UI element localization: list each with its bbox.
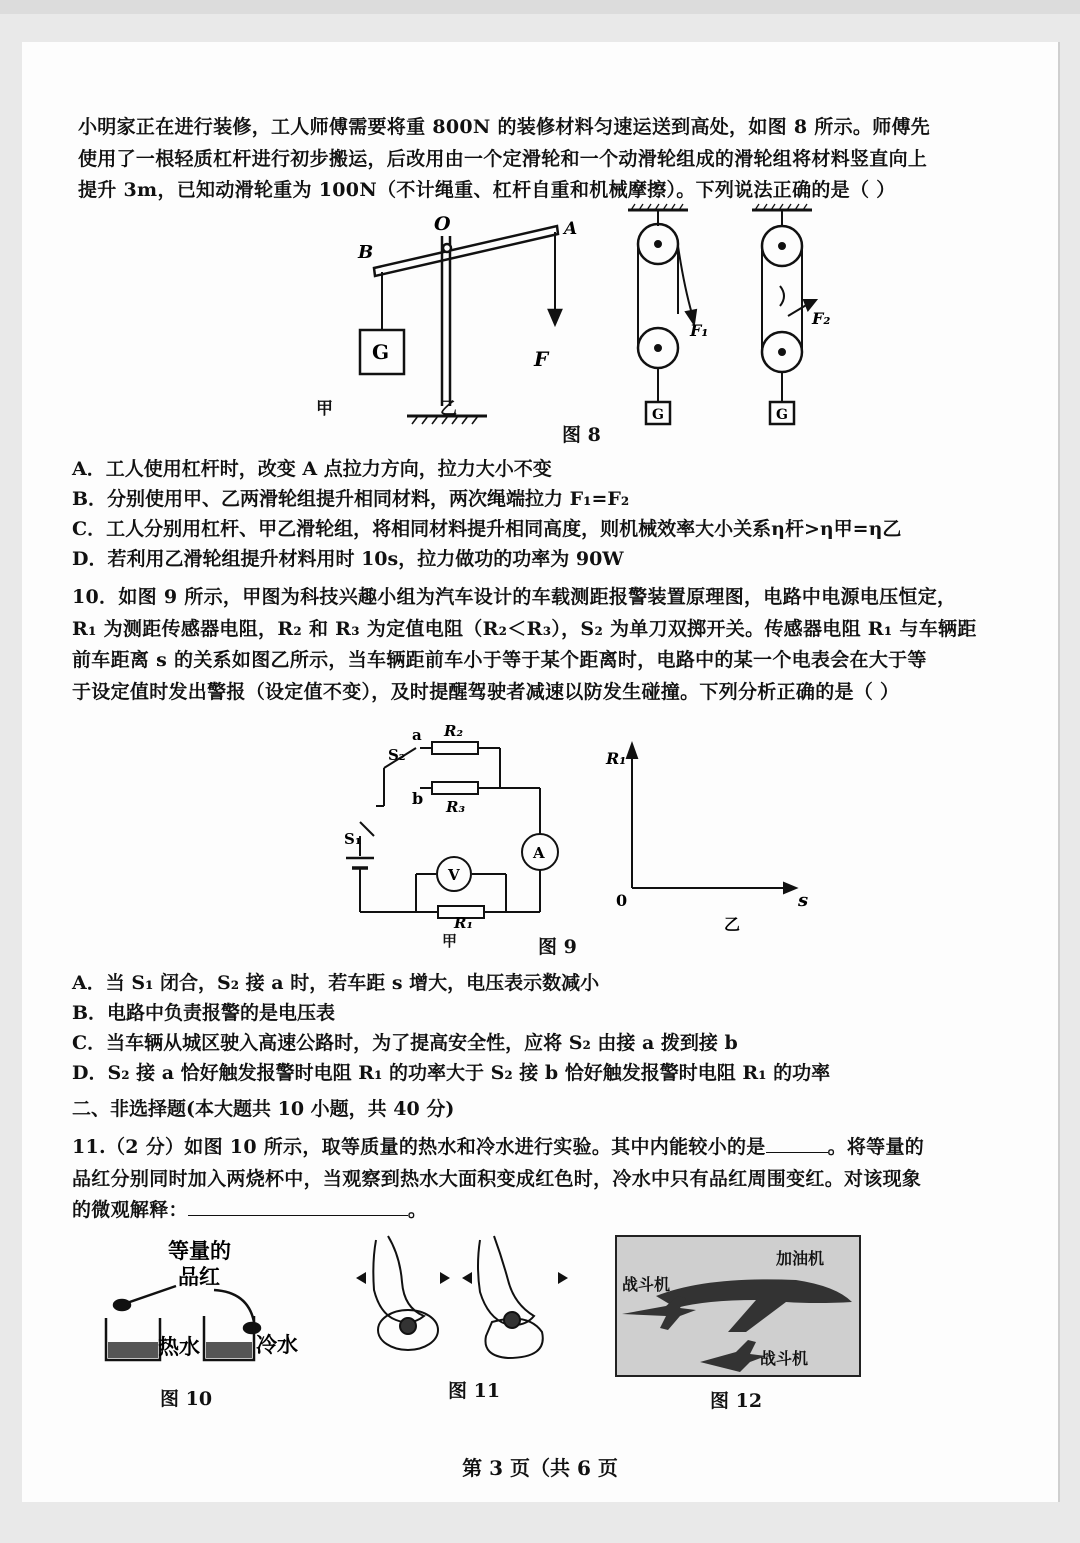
fig10-hot-label: 热水 — [158, 1334, 200, 1359]
figure-11 — [352, 1232, 572, 1372]
question-10 — [72, 582, 1034, 708]
q10-line2: R₁ 为测距传感器电阻，R₂ 和 R₃ 为定值电阻（R₂＜R₃），S₂ 为单刀双掷开关。传感器电阻 R₁ 与车辆距 — [72, 617, 977, 640]
label-S1: S₁ — [344, 830, 362, 848]
label-ammeter: A — [533, 844, 545, 862]
fig10-cold-label: 冷水 — [256, 1332, 298, 1357]
label-R1: R₁ — [454, 914, 474, 932]
label-G-yi: G — [776, 407, 788, 423]
q10-option-a[interactable]: A．当 S₁ 闭合，S₂ 接 a 时，若车距 s 增大，电压表示数减小 — [72, 972, 600, 994]
figure-9-circuit — [340, 718, 600, 932]
pulley-yi — [752, 204, 816, 424]
label-S2: S₂ — [388, 746, 406, 764]
q11-blank-1[interactable] — [766, 1132, 828, 1153]
figure-9-caption: 图 9 — [538, 936, 577, 958]
q10-options — [72, 968, 1032, 1088]
q9-line1: 小明家正在进行装修，工人师傅需要将重 800N 的装修材料匀速运送到高处，如图 8 所示。师傅先 — [78, 116, 931, 138]
label-B: B — [358, 242, 374, 263]
figure-12-caption: 图 12 — [710, 1390, 763, 1412]
q11-line3 — [72, 1195, 1034, 1227]
q9-option-a[interactable]: A．工人使用杠杆时，改变 A 点拉力方向，拉力大小不变 — [72, 458, 552, 480]
graph-y-label: R₁ — [606, 749, 627, 768]
q11-line1-text: 11.（2 分）如图 10 所示，取等质量的热水和冷水进行实验。其中内能较小的是 — [72, 1136, 766, 1158]
caption-jia: 甲 — [316, 399, 333, 419]
figure-10 — [98, 1230, 338, 1380]
q11-line1-end: 。将等量的 — [827, 1136, 925, 1158]
label-F1: F₁ — [690, 321, 709, 340]
label-b: b — [412, 789, 424, 808]
figure-12 — [616, 1236, 860, 1376]
pulley-jia — [628, 204, 696, 424]
graph-origin: 0 — [616, 891, 628, 910]
label-G-lever: G — [372, 340, 390, 364]
q11-line2: 品红分别同时加入两烧杯中，当观察到热水大面积变成红色时，冷水中只有品红周围变红。对该现象 — [72, 1167, 922, 1190]
page-footer: 第 3 页（共 6 页 — [462, 1456, 618, 1480]
q10-option-d[interactable]: D．S₂ 接 a 恰好触发报警时电阻 R₁ 的功率大于 S₂ 接 b 恰好触发报警时电阻 R₁ 的功率 — [72, 1062, 831, 1084]
q9-option-b[interactable]: B．分别使用甲、乙两滑轮组提升相同材料，两次绳端拉力 F₁=F₂ — [72, 488, 630, 510]
exam-page — [22, 42, 1060, 1502]
label-voltmeter: V — [448, 866, 460, 884]
q9-options — [72, 454, 1032, 574]
fig12-tanker-label: 加油机 — [776, 1249, 825, 1268]
q11-line1 — [72, 1132, 1034, 1164]
label-G-jia: G — [652, 407, 664, 423]
q11-blank-2[interactable] — [188, 1195, 408, 1216]
q10-line1: 10．如图 9 所示，甲图为科技兴趣小组为汽车设计的车载测距报警装置原理图，电路中电源电压恒定， — [72, 586, 957, 608]
graph-caption-yi: 乙 — [724, 915, 741, 934]
label-O: O — [434, 213, 451, 235]
fig12-fighter-label-2: 战斗机 — [760, 1349, 809, 1368]
fig10-title-2: 品红 — [178, 1264, 220, 1289]
label-F2: F₂ — [812, 309, 831, 328]
q9-option-c[interactable]: C．工人分别用杠杆、甲乙滑轮组，将相同材料提升相同高度，则机械效率大小关系η杆>η甲=η乙 — [72, 518, 902, 540]
lever-diagram — [360, 226, 561, 424]
q10-option-c[interactable]: C．当车辆从城区驶入高速公路时，为了提高安全性，应将 S₂ 由接 a 拨到接 b — [72, 1032, 738, 1054]
fig10-title-1: 等量的 — [168, 1238, 231, 1263]
q10-line4: 于设定值时发出警报（设定值不变），及时提醒驾驶者减速以防发生碰撞。下列分析正确的是（ ） — [72, 680, 900, 703]
q10-option-b[interactable]: B．电路中负责报警的是电压表 — [72, 1002, 336, 1024]
label-R3: R₃ — [446, 798, 466, 816]
q11-line3-text: 的微观解释： — [72, 1199, 188, 1221]
top-strip — [0, 0, 1080, 14]
question-11 — [72, 1132, 1034, 1227]
caption-yi: 乙 — [440, 399, 457, 419]
figure-10-caption: 图 10 — [160, 1388, 213, 1410]
label-R2: R₂ — [444, 722, 464, 740]
q10-line3: 前车距离 s 的关系如图乙所示，当车辆距前车小于等于某个距离时，电路中的某一个电表会在大于等 — [72, 649, 927, 671]
circuit-caption-jia: 甲 — [442, 932, 458, 950]
graph-x-label: s — [798, 890, 809, 911]
section-2-heading: 二、非选择题(本大题共 10 小题，共 40 分) — [72, 1098, 455, 1120]
q9-line3: 提升 3m，已知动滑轮重为 100N（不计绳重、杠杆自重和机械摩擦）。下列说法正确的是（ ） — [78, 179, 896, 201]
question-9 — [78, 112, 1030, 207]
label-F: F — [534, 347, 549, 371]
figure-8-caption: 图 8 — [562, 424, 601, 446]
figure-9-graph — [598, 738, 818, 938]
q11-line3-end: 。 — [407, 1199, 428, 1221]
label-a: a — [412, 726, 422, 744]
fig12-fighter-label-1: 战斗机 — [622, 1275, 671, 1294]
figure-8 — [352, 206, 831, 426]
figure-11-caption: 图 11 — [448, 1380, 501, 1402]
q9-option-d[interactable]: D．若利用乙滑轮组提升材料用时 10s，拉力做功的功率为 90W — [72, 548, 624, 570]
q9-line2: 使用了一根轻质杠杆进行初步搬运，后改用由一个定滑轮和一个动滑轮组成的滑轮组将材料竖直向上 — [78, 147, 928, 170]
label-A: A — [564, 219, 578, 239]
